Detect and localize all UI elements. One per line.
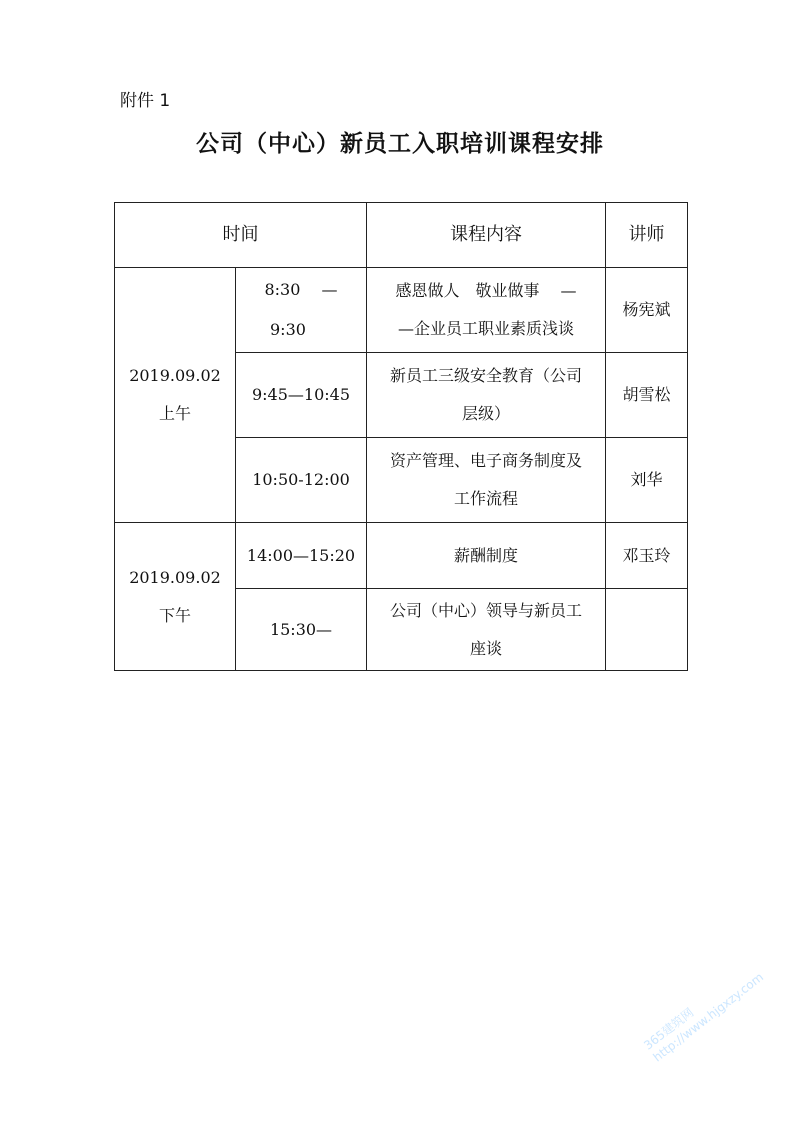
lecturer-cell: 胡雪松 — [606, 353, 688, 438]
content-cell — [367, 589, 606, 671]
content-cell — [367, 268, 606, 353]
content-text-cont: 工作流程 — [453, 489, 518, 508]
lecturer-cell: 邓玉玲 — [606, 523, 688, 589]
time-cell: 9:45—10:45 — [236, 353, 367, 438]
period-text: 下午 — [159, 605, 192, 625]
table-row — [115, 268, 688, 353]
content-text-cont: —企业员工职业素质浅谈 — [397, 319, 574, 338]
content-cell — [367, 353, 606, 438]
date-cell — [115, 268, 236, 523]
time-cell: 10:50-12:00 — [236, 438, 367, 523]
content-text: 公司（中心）领导与新员工 — [389, 600, 582, 620]
watermark: 365建筑网 http://www.hjgxzy.com — [641, 969, 767, 1065]
document-title: 公司（中心）新员工入职培训课程安排 — [196, 131, 604, 157]
date-cell — [115, 523, 236, 671]
lecturer-cell: 刘华 — [606, 438, 688, 523]
header-content: 课程内容 — [367, 203, 606, 268]
attachment-label: 附件 1 — [120, 91, 171, 111]
date-text: 2019.09.02 — [129, 366, 221, 385]
time-cell: 15:30— — [236, 589, 367, 671]
header-time: 时间 — [115, 203, 367, 268]
content-text: 感恩做人 敬业做事 — — [395, 281, 577, 300]
schedule-table — [114, 202, 688, 671]
lecturer-cell — [606, 589, 688, 671]
time-cell — [236, 268, 367, 353]
content-text-cont: 层级） — [461, 404, 510, 423]
table-row — [115, 523, 688, 589]
content-text: 新员工三级安全教育（公司 — [389, 366, 582, 385]
lecturer-cell: 杨宪斌 — [606, 268, 688, 353]
header-lecturer: 讲师 — [606, 203, 688, 268]
content-cell: 薪酬制度 — [367, 523, 606, 589]
date-text: 2019.09.02 — [129, 567, 221, 587]
content-cell — [367, 438, 606, 523]
period-text: 上午 — [159, 404, 192, 423]
content-text: 资产管理、电子商务制度及 — [389, 451, 582, 470]
time-text: 8:30 — — [264, 280, 338, 299]
time-cell: 14:00—15:20 — [236, 523, 367, 589]
table-header-row — [115, 203, 688, 268]
content-text-cont: 座谈 — [469, 638, 502, 658]
time-text-cont: 9:30 — [270, 320, 306, 339]
